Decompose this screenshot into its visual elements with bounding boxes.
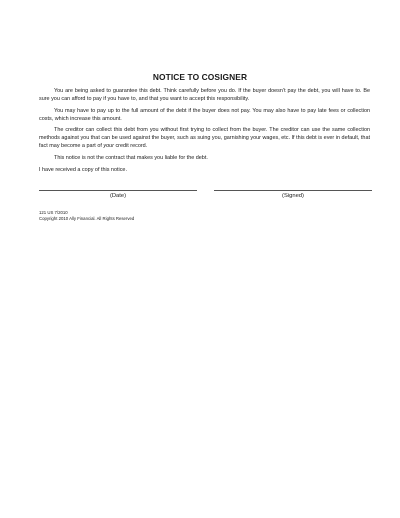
paragraph-collection-end: credit record.	[113, 143, 148, 150]
signature-line	[214, 190, 372, 191]
signed-label: (Signed)	[282, 193, 304, 199]
paragraph-collection	[39, 126, 370, 150]
paragraph-guarantee: You are being asked to guarantee this debt. Think carefully before you do. If the buyer doesn’t pay the debt, you will have to. Be sure you can afford to pay if you have to, and that you want to accept this responsibility.	[39, 88, 370, 103]
document-footer	[39, 210, 134, 221]
form-number: 121 US 7/2010	[39, 210, 68, 215]
date-line	[39, 190, 197, 191]
notice-body	[39, 87, 370, 165]
paragraph-not-contract: This notice is not the contract that makes you liable for the debt.	[54, 154, 208, 161]
paragraph-collection-emphasis: your	[103, 143, 114, 150]
paragraph-full-amount: You may have to pay up to the full amount of the debt if the buyer does not pay. You may also have to pay late fees or collection costs, which increase this amount.	[39, 107, 370, 122]
received-statement: I have received a copy of this notice.	[39, 167, 127, 173]
document-title: NOTICE TO COSIGNER	[152, 72, 248, 82]
copyright-notice: Copyright 2010 Ally Financial. All Rights Reserved	[39, 215, 135, 221]
date-label: (Date)	[109, 193, 127, 199]
paragraph-collection-text: The creditor can collect this debt from you without first trying to collect from the buyer. The creditor can use the same collection methods against you that can be used against the buyer, such as suing you, garnishing your wages, etc. If this debt is ever in default, that fact may become a part of	[39, 127, 370, 150]
